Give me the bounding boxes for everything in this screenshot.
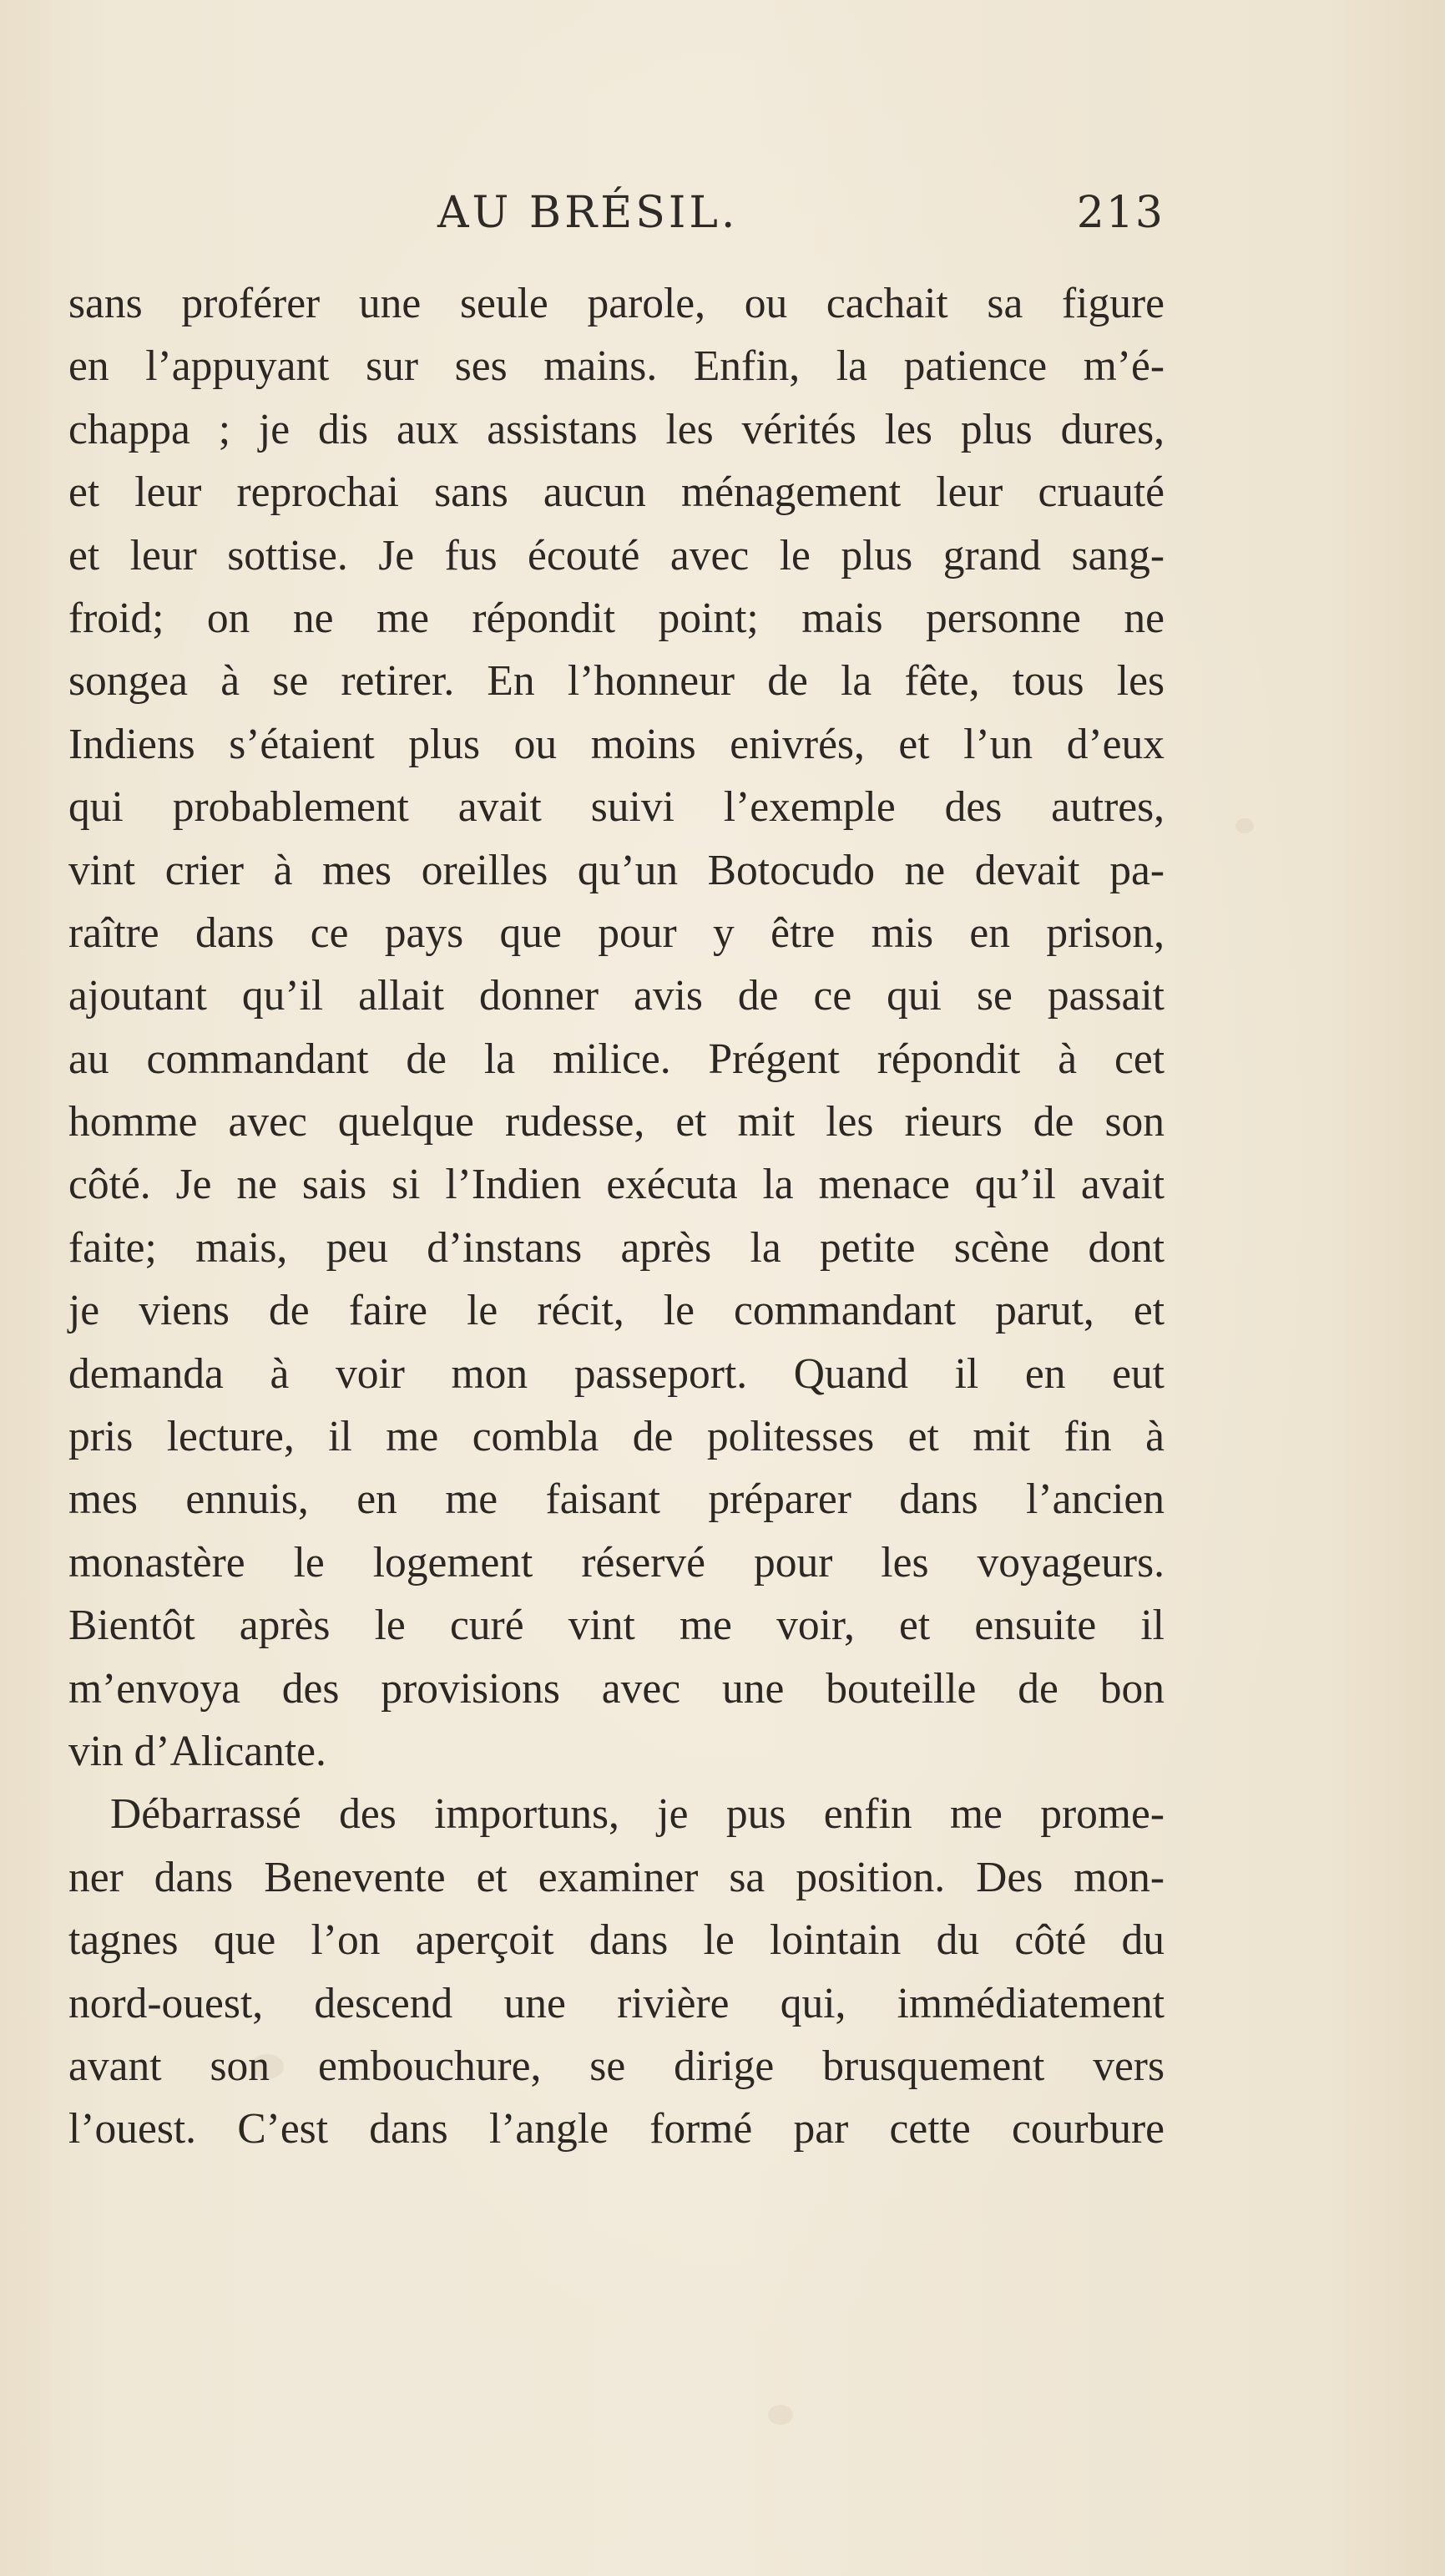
page-header <box>68 188 1165 255</box>
text-line: qui probablement avait suivi l’exemple des autres, <box>68 783 1165 832</box>
text-line: monastère le logement réservé pour les voyageurs. <box>68 1538 1165 1587</box>
text-line: ner dans Benevente et examiner sa position. Des mon- <box>68 1853 1165 1901</box>
text-line: et leur sottise. Je fus écouté avec le plus grand sang- <box>68 531 1165 579</box>
text-line: faite; mais, peu d’instans après la petite scène dont <box>68 1223 1165 1272</box>
text-line: sans proférer une seule parole, ou cachait sa figure <box>68 280 1165 327</box>
text-line: Bientôt après le curé vint me voir, et ensuite il <box>68 1602 1165 1650</box>
text-line: pris lecture, il me combla de politesses et mit fin à <box>68 1413 1165 1461</box>
text-line: côté. Je ne sais si l’Indien exécuta la menace qu’il avait <box>68 1161 1165 1209</box>
text-line: Débarrassé des importuns, je pus enfin me prome- <box>110 1790 1165 1839</box>
foxing-spot <box>768 2405 793 2425</box>
running-head: AU BRÉSIL. <box>437 188 739 238</box>
body-text <box>68 272 1165 2161</box>
text-line: mes ennuis, en me faisant préparer dans l’ancien <box>68 1475 1165 1524</box>
text-line: avant son embouchure, se dirige brusquement vers <box>68 2042 1165 2090</box>
text-line: au commandant de la milice. Prégent répondit à cet <box>68 1035 1165 1083</box>
text-line: vint crier à mes oreilles qu’un Botocudo ne devait pa- <box>68 846 1165 894</box>
text-line: nord-ouest, descend une rivière qui, immédiatement <box>68 1979 1165 2027</box>
text-line: et leur reprochai sans aucun ménagement leur cruauté <box>68 468 1165 517</box>
page-number: 213 <box>1076 188 1165 238</box>
text-line: raître dans ce pays que pour y être mis en prison, <box>68 908 1165 957</box>
text-line: m’envoya des provisions avec une bouteille de bon <box>68 1664 1165 1713</box>
text-line: l’ouest. C’est dans l’angle formé par cette courbure <box>68 2105 1165 2153</box>
text-line: en l’appuyant sur ses mains. Enfin, la patience m’é- <box>68 342 1165 391</box>
text-line: tagnes que l’on aperçoit dans le lointain du côté du <box>68 1916 1165 1965</box>
text-line: froid; on ne me répondit point; mais personne ne <box>68 594 1165 642</box>
text-line: vin d’Alicante. <box>68 1727 326 1775</box>
text-line: je viens de faire le récit, le commandant parut, et <box>68 1287 1165 1335</box>
text-line: chappa ; je dis aux assistans les vérités les plus dures, <box>68 405 1165 453</box>
foxing-spot <box>1235 818 1254 833</box>
text-line: Indiens s’étaient plus ou moins enivrés, et l’un d’eux <box>68 720 1165 768</box>
text-line: demanda à voir mon passeport. Quand il en eut <box>68 1349 1165 1398</box>
text-line: homme avec quelque rudesse, et mit les rieurs de son <box>68 1098 1165 1146</box>
text-line: songea à se retirer. En l’honneur de la fête, tous les <box>68 657 1165 706</box>
text-line: ajoutant qu’il allait donner avis de ce qui se passait <box>68 972 1165 1020</box>
